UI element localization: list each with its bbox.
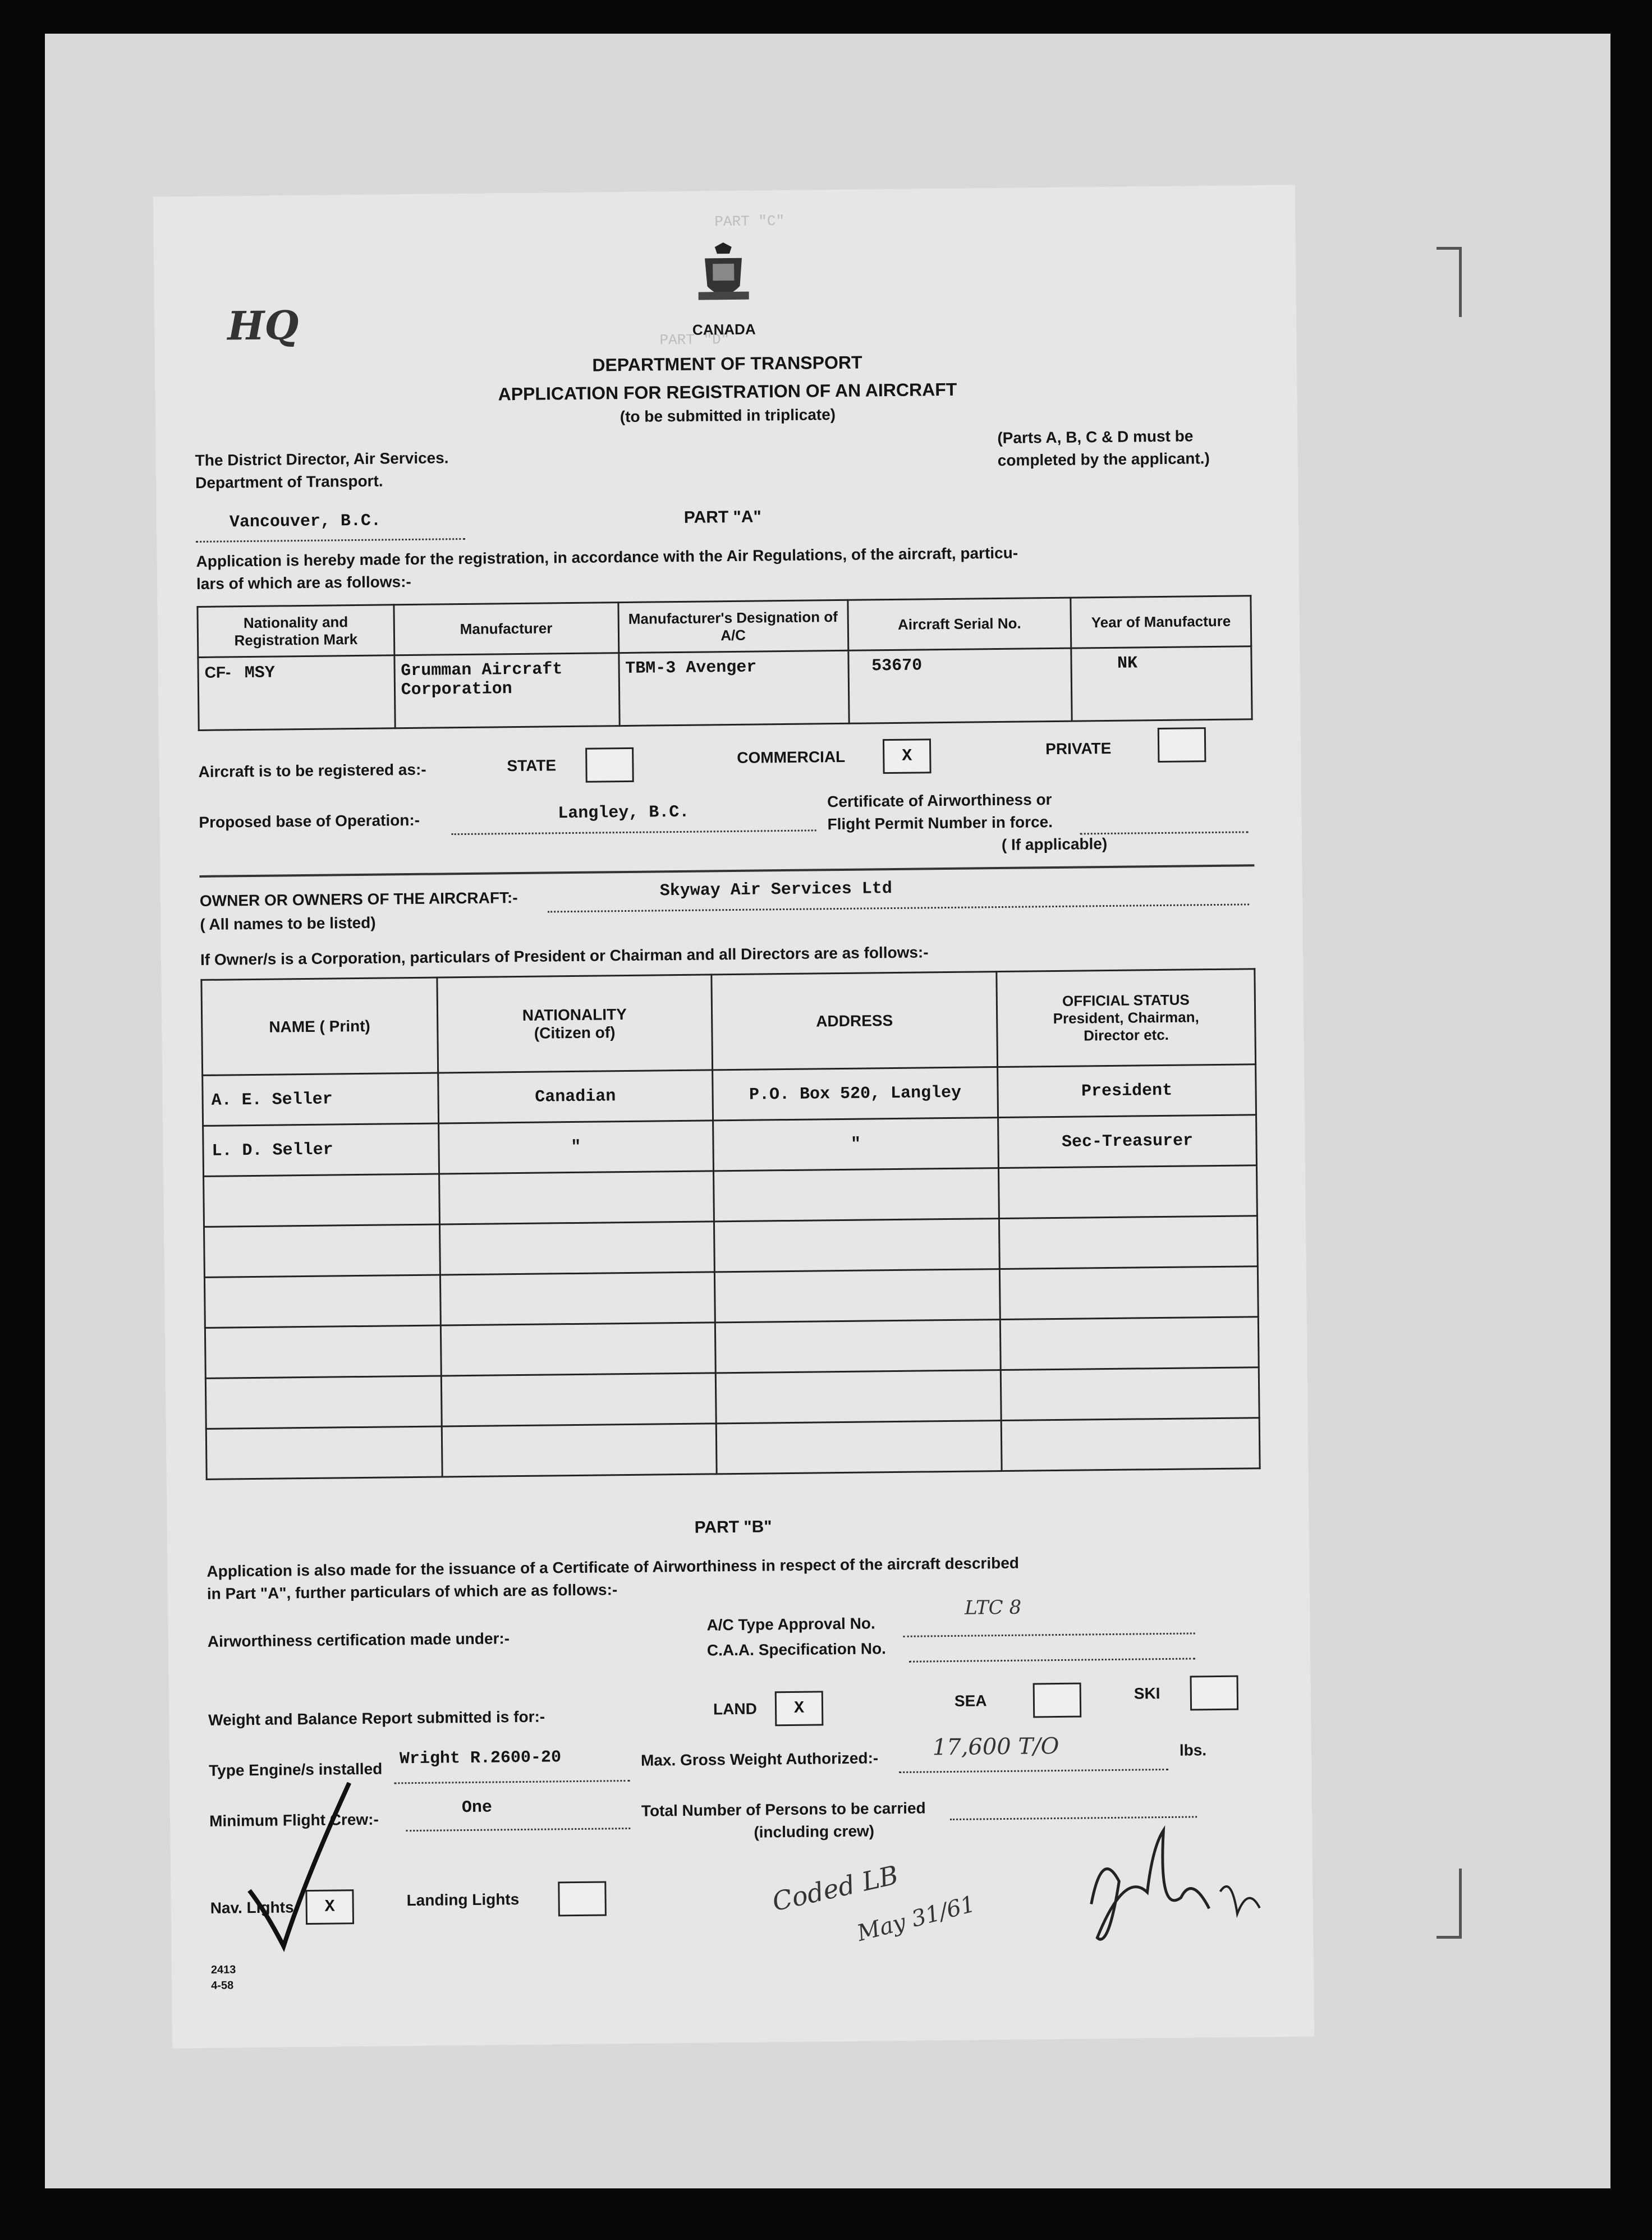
header-nationality <box>437 975 712 1073</box>
weight-label: Weight and Balance Report submitted is for:- <box>208 1707 545 1729</box>
addressee-line2: Department of Transport. <box>195 472 383 492</box>
year-value: NK <box>1117 654 1138 673</box>
director-status-cell[interactable] <box>1001 1367 1259 1421</box>
directors-table <box>200 968 1260 1480</box>
parts-note-line1: (Parts A, B, C & D must be <box>997 427 1194 447</box>
header-designation: Manufacturer's Designation of A/C <box>618 600 848 653</box>
manufacturer-line2: Corporation <box>401 680 512 700</box>
director-name-cell[interactable]: A. E. Seller <box>203 1073 439 1126</box>
country-label: CANADA <box>692 320 756 338</box>
director-nationality-cell[interactable] <box>441 1373 716 1426</box>
cert-label: Airworthiness certification made under:- <box>207 1629 510 1650</box>
director-address-cell[interactable] <box>715 1320 1001 1373</box>
director-address-cell[interactable]: " <box>713 1118 998 1171</box>
cell-registration <box>198 655 395 731</box>
gross-unit: lbs. <box>1179 1741 1207 1759</box>
director-nationality-cell[interactable] <box>440 1272 715 1325</box>
aircraft-row <box>198 646 1252 731</box>
director-row <box>206 1418 1260 1480</box>
crew-value[interactable]: One <box>461 1798 493 1818</box>
type-approval-value[interactable]: LTC 8 <box>964 1596 1022 1619</box>
addressee-city: Vancouver, B.C. <box>229 511 382 533</box>
commercial-label: COMMERCIAL <box>737 747 846 766</box>
header-status-line3: Director etc. <box>1084 1026 1169 1044</box>
hq-annotation: HQ <box>227 302 299 350</box>
directors-body <box>203 1064 1260 1480</box>
private-checkbox[interactable] <box>1158 727 1206 763</box>
land-checkbox[interactable]: X <box>775 1691 824 1726</box>
header-status-line1: OFFICIAL STATUS <box>1062 991 1190 1009</box>
designation-value: TBM-3 Avenger <box>625 658 757 678</box>
header-nationality-line2: (Citizen of) <box>534 1023 616 1042</box>
coded-annotation: Coded LB <box>769 1859 901 1917</box>
cell-serial <box>848 648 1072 723</box>
addressee-line1: The District Director, Air Services. <box>195 449 449 469</box>
header-serial: Aircraft Serial No. <box>847 598 1071 650</box>
bleed-through: PART "D" <box>659 331 730 349</box>
landing-lights-checkbox[interactable] <box>558 1881 607 1916</box>
base-value[interactable]: Langley, B.C. <box>558 802 690 824</box>
manufacturer-line1: Grumman Aircraft <box>401 660 563 681</box>
crop-mark <box>1437 1869 1462 1939</box>
base-label: Proposed base of Operation:- <box>199 811 420 831</box>
director-name-cell[interactable] <box>205 1325 441 1378</box>
director-status-cell[interactable] <box>1000 1317 1259 1370</box>
director-address-cell[interactable] <box>714 1219 999 1272</box>
director-name-cell[interactable] <box>204 1224 440 1277</box>
owners-value[interactable]: Skyway Air Services Ltd <box>659 879 893 901</box>
crew-label: Minimum Flight Crew:- <box>209 1810 379 1830</box>
header-year: Year of Manufacture <box>1071 596 1251 648</box>
checkmark-icon <box>242 1777 356 1958</box>
date-annotation: May 31/61 <box>854 1891 978 1947</box>
crop-mark <box>1437 247 1462 317</box>
director-status-cell[interactable]: Sec-Treasurer <box>998 1115 1257 1168</box>
canada-crest-icon <box>692 241 755 320</box>
separator <box>199 864 1254 878</box>
director-nationality-cell[interactable] <box>442 1424 717 1477</box>
airworthiness-label-line3: ( If applicable) <box>1001 835 1108 853</box>
engine-value[interactable]: Wright R.2600-20 <box>399 1748 562 1769</box>
header-status <box>997 969 1256 1067</box>
bleed-through: PART "C" <box>714 212 785 231</box>
cell-manufacturer <box>394 653 619 728</box>
sea-checkbox[interactable] <box>1033 1683 1082 1718</box>
cell-year <box>1071 646 1252 721</box>
gross-value[interactable]: 17,600 T/O <box>932 1733 1059 1761</box>
header-name: NAME ( Print) <box>201 977 438 1075</box>
director-name-cell[interactable]: L. D. Seller <box>203 1123 439 1176</box>
ski-label: SKI <box>1134 1684 1160 1702</box>
registration-prefix: CF- <box>204 663 231 681</box>
state-checkbox[interactable] <box>585 747 634 783</box>
director-name-cell[interactable] <box>205 1376 442 1429</box>
form-date: 4-58 <box>211 1979 234 1992</box>
director-address-cell[interactable] <box>716 1421 1002 1474</box>
form-title: APPLICATION FOR REGISTRATION OF AN AIRCRAFT <box>498 379 957 405</box>
director-status-cell[interactable] <box>999 1165 1258 1219</box>
header-manufacturer: Manufacturer <box>394 603 619 655</box>
ski-checkbox[interactable] <box>1190 1676 1238 1711</box>
caa-label: C.A.A. Specification No. <box>706 1640 887 1659</box>
director-address-cell[interactable] <box>715 1370 1001 1424</box>
part-a-heading: PART "A" <box>683 507 761 527</box>
airworthiness-line <box>1080 811 1248 834</box>
director-nationality-cell[interactable] <box>440 1323 715 1376</box>
landing-lights-label: Landing Lights <box>406 1890 520 1909</box>
part-a-intro-line1: Application is hereby made for the registration, in accordance with the Air Regulations, of the aircraft, particu- <box>196 544 1018 570</box>
airworthiness-label-line2: Flight Permit Number in force. <box>827 813 1053 833</box>
header-nationality-line1: NATIONALITY <box>522 1005 627 1024</box>
director-nationality-cell[interactable]: Canadian <box>438 1070 713 1123</box>
nav-lights-checkbox[interactable]: X <box>305 1889 354 1925</box>
signature-icon <box>1068 1812 1272 1961</box>
director-status-cell[interactable] <box>1001 1418 1260 1471</box>
header-status-line2: President, Chairman, <box>1053 1008 1199 1027</box>
caa-value[interactable] <box>909 1636 1195 1662</box>
director-status-cell[interactable] <box>999 1266 1258 1320</box>
airworthiness-label-line1: Certificate of Airworthiness or <box>827 791 1052 811</box>
director-status-cell[interactable] <box>999 1216 1258 1269</box>
nav-lights-label: Nav. Lights <box>210 1898 294 1917</box>
part-a-intro-line2: lars of which are as follows:- <box>196 572 411 593</box>
form-subtitle: (to be submitted in triplicate) <box>620 406 836 426</box>
aircraft-table <box>196 595 1252 731</box>
header-nationality: Nationality and Registration Mark <box>198 605 394 658</box>
director-address-cell[interactable]: P.O. Box 520, Langley <box>712 1067 998 1121</box>
director-status-cell[interactable]: President <box>998 1064 1256 1118</box>
directors-table-header <box>201 969 1256 1076</box>
state-label: STATE <box>507 756 557 775</box>
parts-note-line2: completed by the applicant.) <box>997 449 1210 470</box>
director-name-cell[interactable] <box>204 1275 440 1328</box>
director-address-cell[interactable] <box>714 1269 1000 1323</box>
persons-note: (including crew) <box>754 1822 875 1841</box>
director-name-cell[interactable] <box>206 1426 442 1479</box>
registration-mark: MSY <box>244 663 275 683</box>
corporation-label: If Owner/s is a Corporation, particulars of President or Chairman and all Directors are as follows:- <box>200 943 929 968</box>
header-address: ADDRESS <box>712 972 998 1070</box>
gross-label: Max. Gross Weight Authorized:- <box>640 1749 879 1769</box>
sea-label: SEA <box>954 1692 987 1710</box>
part-b-intro-line2: in Part "A", further particulars of which are as follows:- <box>206 1581 618 1603</box>
cell-designation <box>618 650 848 726</box>
director-nationality-cell[interactable]: " <box>438 1121 713 1174</box>
director-nationality-cell[interactable] <box>439 1171 714 1224</box>
engine-label: Type Engine/s installed <box>208 1760 383 1779</box>
director-address-cell[interactable] <box>713 1168 999 1222</box>
type-approval-label: A/C Type Approval No. <box>706 1614 875 1634</box>
serial-value: 53670 <box>871 656 923 676</box>
persons-label: Total Number of Persons to be carried <box>641 1799 926 1820</box>
owners-line <box>548 881 1249 912</box>
crew-line <box>406 1805 630 1832</box>
form-number: 2413 <box>210 1963 236 1976</box>
application-form <box>153 185 1314 2048</box>
director-nationality-cell[interactable] <box>439 1222 714 1275</box>
registered-as-label: Aircraft is to be registered as:- <box>198 760 426 781</box>
department-title: DEPARTMENT OF TRANSPORT <box>592 352 862 375</box>
owners-label: OWNER OR OWNERS OF THE AIRCRAFT:- <box>199 889 518 910</box>
commercial-checkbox[interactable]: X <box>883 738 931 774</box>
part-b-heading: PART "B" <box>694 1517 772 1537</box>
part-b-intro-line1: Application is also made for the issuance of a Certificate of Airworthiness in respect of the aircraft described <box>206 1554 1020 1580</box>
type-approval-line <box>903 1611 1195 1637</box>
land-label: LAND <box>713 1700 757 1718</box>
director-name-cell[interactable] <box>204 1174 440 1227</box>
private-label: PRIVATE <box>1045 739 1112 758</box>
owners-note: ( All names to be listed) <box>200 914 376 933</box>
